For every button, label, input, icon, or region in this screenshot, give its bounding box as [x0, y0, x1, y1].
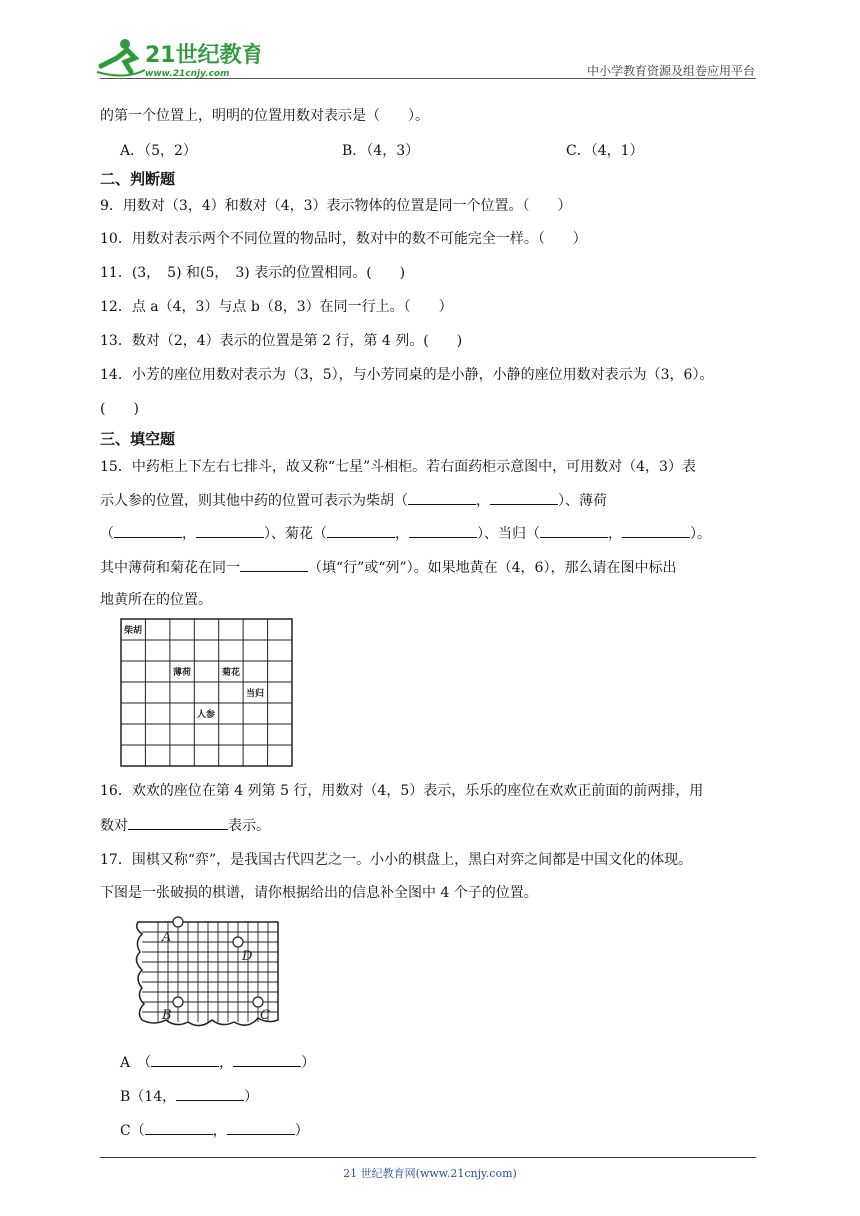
blank-chaihu-col[interactable] — [408, 490, 476, 505]
runner-icon — [97, 39, 145, 76]
blank-chaihu-row[interactable] — [490, 490, 558, 505]
q17-line2: 下图是一张破损的棋谱，请你根据给出的信息补全图中 4 个子的位置。 — [100, 885, 538, 901]
blank-lele-seat[interactable] — [128, 815, 228, 830]
q15-line5: 地黄所在的位置。 — [100, 592, 212, 608]
answer-a: A （ ， ） — [120, 1052, 315, 1073]
q10: 10．用数对表示两个不同位置的物品时，数对中的数不可能完全一样。（ ） — [100, 231, 587, 247]
q12: 12．点 a（4，3）与点 b（8，3）在同一行上。（ ） — [100, 299, 453, 315]
answer-b: B（14， ） — [120, 1086, 258, 1107]
medicine-cabinet-grid[interactable] — [120, 618, 295, 772]
logo-text: 21世纪教育 — [145, 43, 260, 68]
header-divider — [100, 78, 756, 79]
site-logo[interactable] — [95, 36, 260, 80]
q8-tail: 的第一个位置上，明明的位置用数对表示是（ ）。 — [100, 108, 429, 124]
label-bohe: 薄荷 — [173, 668, 192, 678]
label-chaihu: 柴胡 — [124, 626, 143, 636]
blank-bohe-col[interactable] — [114, 523, 182, 538]
go-label-d: D — [242, 949, 253, 964]
go-stone-c — [253, 997, 263, 1007]
footer-site[interactable]: 21 世纪教育网(www.21cnjy.com) — [343, 1167, 517, 1180]
q16-line1: 16．欢欢的座位在第 4 列第 5 行，用数对（4，5）表示，乐乐的座位在欢欢正前面的前两排，用 — [100, 783, 704, 799]
section-fill-title: 三、填空题 — [100, 430, 176, 448]
section-judgment-title: 二、判断题 — [100, 170, 176, 188]
blank-b-row[interactable] — [176, 1086, 244, 1101]
q17-line1: 17．围棋又称“弈”，是我国古代四艺之一。小小的棋盘上，黑白对弈之间都是中国文化的体现。 — [100, 852, 693, 868]
label-juhua: 菊花 — [222, 668, 241, 678]
blank-juhua-col[interactable] — [327, 523, 395, 538]
blank-danggui-col[interactable] — [540, 523, 608, 538]
label-renshen: 人参 — [197, 710, 216, 720]
blank-row-or-col[interactable] — [240, 557, 308, 572]
blank-a-col[interactable] — [151, 1052, 219, 1067]
q15-line4: 其中薄荷和菊花在同一 （填“行”或“列”）。如果地黄在（4，6），那么请在图中标出 — [100, 557, 676, 578]
q8-option-c: C．（4，1） — [566, 143, 644, 159]
go-stone-a — [173, 917, 183, 927]
go-stone-d — [233, 937, 243, 947]
q9: 9．用数对（3，4）和数对（4，3）表示物体的位置是同一个位置。（ ） — [100, 198, 572, 214]
q15-line2: 示人参的位置，则其他中药的位置可表示为柴胡（ ， ）、薄荷 — [100, 490, 607, 511]
blank-c-row[interactable] — [227, 1120, 295, 1135]
q8-option-a: A．（5，2） — [120, 143, 197, 159]
blank-bohe-row[interactable] — [196, 523, 264, 538]
go-stone-b — [173, 997, 183, 1007]
go-label-c: C — [260, 1008, 270, 1023]
logo-url: www.21cnjy.com — [145, 69, 230, 79]
header-platform-title: 中小学教育资源及组卷应用平台 — [586, 64, 755, 78]
blank-a-row[interactable] — [233, 1052, 301, 1067]
q14-line2: ( ) — [100, 401, 139, 417]
q15-line1: 15．中药柜上下左右七排斗，故又称“七星”斗相柜。若右面药柜示意图中，可用数对（4，3）表 — [100, 459, 696, 475]
blank-juhua-row[interactable] — [409, 523, 477, 538]
blank-c-col[interactable] — [145, 1120, 213, 1135]
blank-danggui-row[interactable] — [622, 523, 690, 538]
label-danggui: 当归 — [246, 689, 265, 699]
go-label-b: B — [162, 1008, 172, 1023]
q8-option-b: B．（4，3） — [342, 143, 420, 159]
q13: 13．数对（2，4）表示的位置是第 2 行，第 4 列。( ) — [100, 333, 463, 349]
q15-line3: （ ， ）、菊花（ ， ）、当归（ ， ）。 — [100, 523, 711, 544]
footer-divider — [100, 1157, 756, 1158]
torn-go-board[interactable] — [130, 912, 280, 1036]
q14-line1: 14．小芳的座位用数对表示为（3，5），与小芳同桌的是小静，小静的座位用数对表示为（3，6）。 — [100, 367, 714, 383]
q16-line2: 数对 表示。 — [100, 815, 270, 836]
go-label-a: A — [162, 930, 172, 945]
answer-c: C（ ， ） — [120, 1120, 309, 1141]
q11: 11．(3， 5) 和(5， 3) 表示的位置相同。( ) — [100, 265, 406, 281]
